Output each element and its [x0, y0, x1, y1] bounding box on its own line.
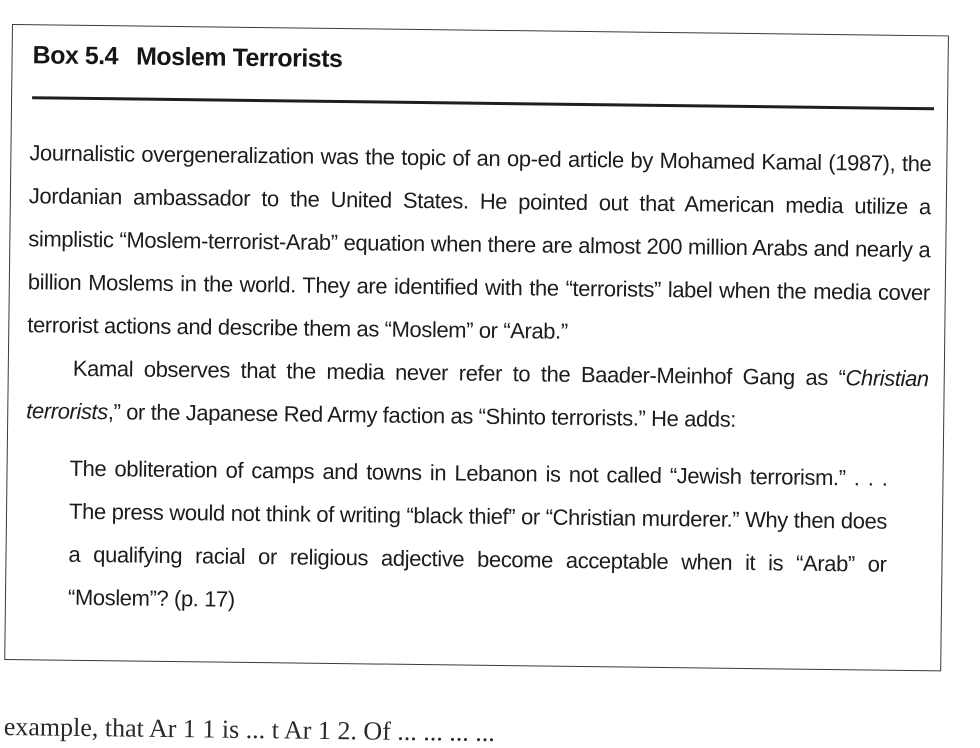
paragraph-2-text-start: Kamal observes that the media never refer to the Baader-Meinhof Gang as “	[72, 355, 846, 391]
cut-off-body-text: example, that Ar 1 1 is ... t Ar 1 2. Of ... ... ... ...	[3, 712, 496, 747]
box-heading	[32, 41, 342, 74]
paragraph-2	[26, 346, 929, 443]
box-number: Box 5.4	[32, 41, 119, 71]
paragraph-1: Journalistic overgeneralization was the topic of an op-ed article by Mohamed Kamal (1987), the Jordanian ambassador to the United States. He pointed out that American media utilize a simplistic “Moslem-terrorist-Arab” equation when there are almost 200 million Arabs and nearly a billion Moslems in the world. They are identified with the “terrorists” label when the media cover terrorist actions and describe them as “Moslem” or “Arab.”	[27, 140, 932, 344]
title-rule	[32, 96, 934, 110]
paragraph-2-italic-phrase: Christian terrorists	[26, 365, 929, 425]
sidebar-box	[4, 24, 949, 671]
box-title: Moslem Terrorists	[135, 42, 343, 74]
box-body	[24, 131, 932, 629]
paragraph-2-text-end: ,” or the Japanese Red Army faction as “Shinto terrorists.” He adds:	[107, 399, 737, 432]
block-quote: The obliteration of camps and towns in Lebanon is not called “Jewish terrorism.” . . . The press would not think of writing “black thief” or “Christian murderer.” Why then does a qualifying racial or religious adjective become acceptable when it is “Arab” or “Moslem”? (p. 17)	[67, 455, 888, 612]
